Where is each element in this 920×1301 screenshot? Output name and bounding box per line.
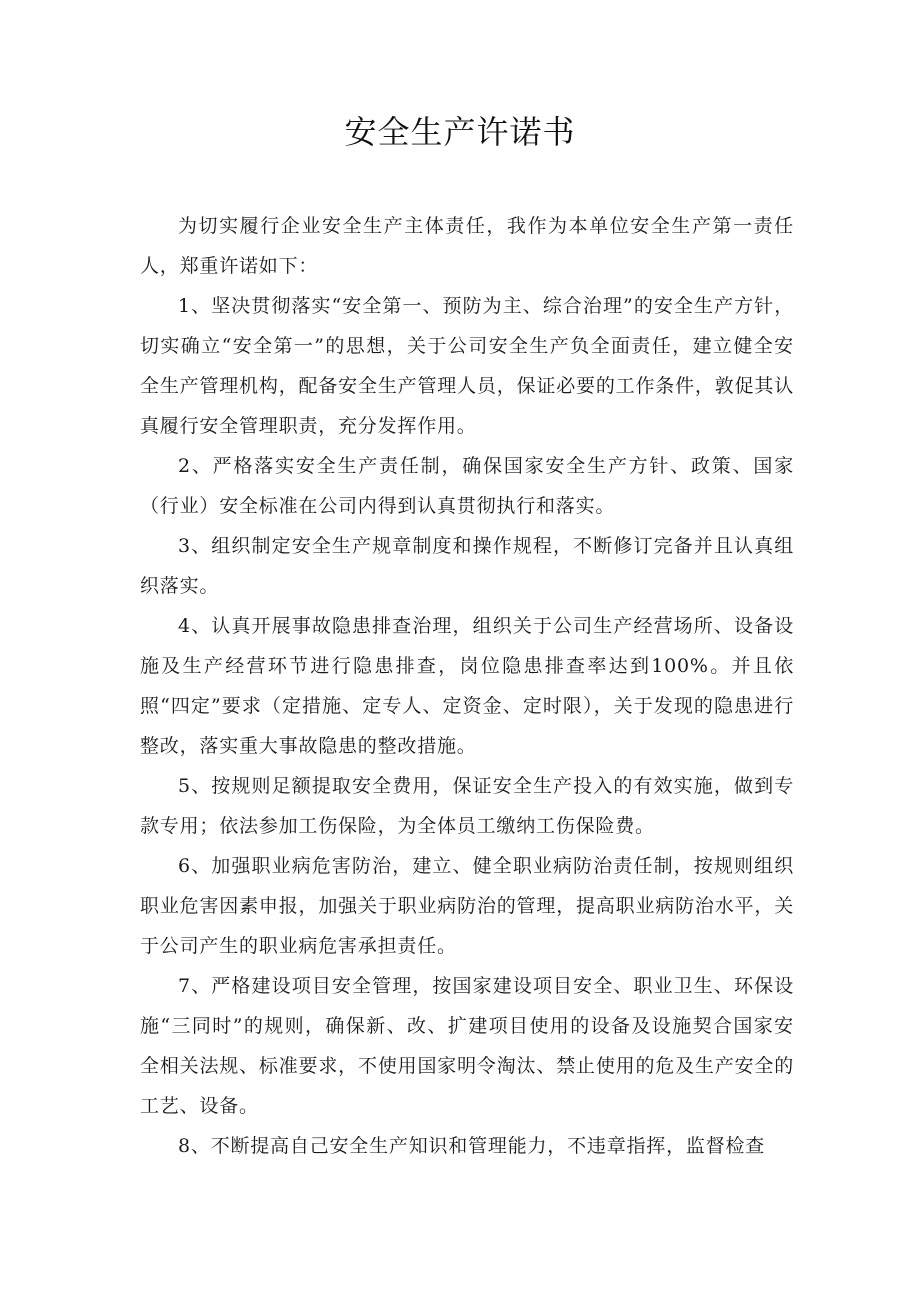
intro-paragraph: 为切实履行企业安全生产主体责任，我作为本单位安全生产第一责任人，郑重许诺如下： [140,215,794,277]
commitment-item-3: 3、组织制定安全生产规章制度和操作规程，不断修订完备并且认真组织落实。 [140,535,794,597]
document-title: 安全生产许诺书 [344,113,576,151]
document-body [140,206,794,1166]
commitment-item-2: 2、严格落实安全生产责任制，确保国家安全生产方针、政策、国家（行业）安全标准在公司内得到认真贯彻执行和落实。 [140,455,794,517]
commitment-item-4: 4、认真开展事故隐患排查治理，组织关于公司生产经营场所、设备设施及生产经营环节进行隐患排查，岗位隐患排查率达到100%。并且依照“四定”要求（定措施、定专人、定资金、定时限），关于发现的隐患进行整改，落实重大事故隐患的整改措施。 [140,615,794,757]
commitment-item-8: 8、不断提高自己安全生产知识和管理能力，不违章指挥，监督检查 [178,1135,766,1157]
commitment-item-7: 7、严格建设项目安全管理，按国家建设项目安全、职业卫生、环保设施“三同时”的规则，确保新、改、扩建项目使用的设备及设施契合国家安全相关法规、标准要求，不使用国家明令淘汰、禁止使用的危及生产安全的工艺、设备。 [140,975,794,1117]
commitment-item-5: 5、按规则足额提取安全费用，保证安全生产投入的有效实施，做到专款专用；依法参加工伤保险，为全体员工缴纳工伤保险费。 [140,775,794,837]
commitment-item-6: 6、加强职业病危害防治，建立、健全职业病防治责任制，按规则组织职业危害因素申报，加强关于职业病防治的管理，提高职业病防治水平，关于公司产生的职业病危害承担责任。 [140,855,794,957]
commitment-item-1: 1、坚决贯彻落实“安全第一、预防为主、综合治理”的安全生产方针，切实确立“安全第一”的思想，关于公司安全生产负全面责任，建立健全安全生产管理机构，配备安全生产管理人员，保证必要的工作条件，敦促其认真履行安全管理职责，充分发挥作用。 [140,295,794,437]
